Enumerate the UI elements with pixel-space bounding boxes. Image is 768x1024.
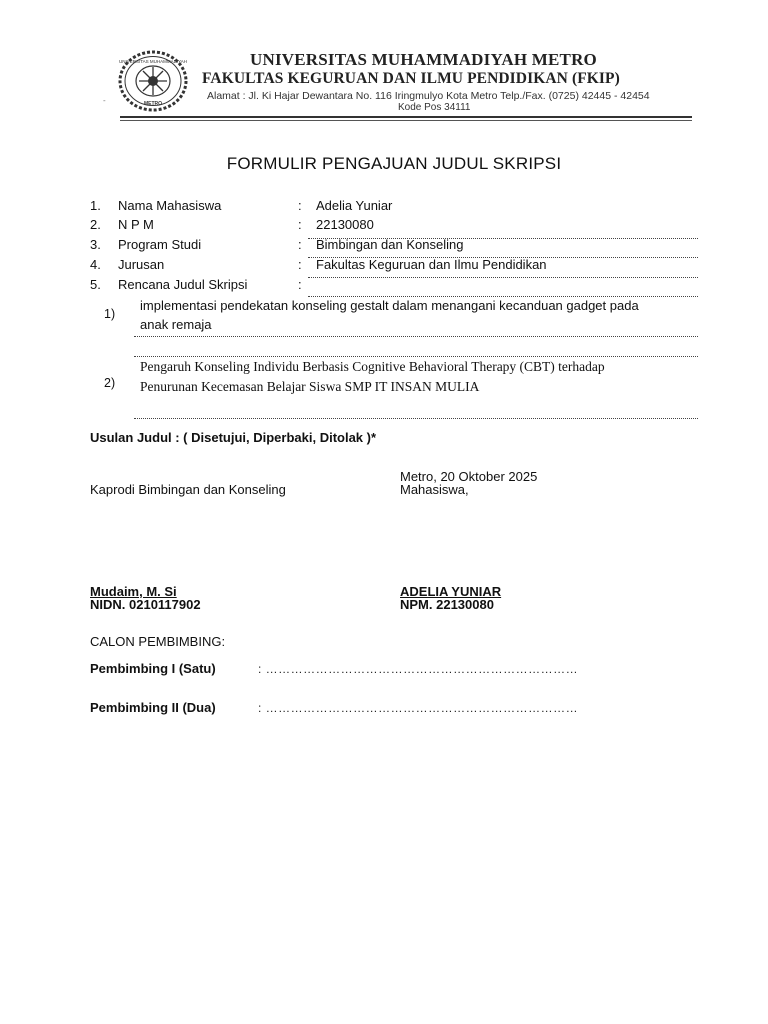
field-number: 2. <box>90 217 101 232</box>
place-date: Metro, 20 Oktober 2025 <box>400 469 538 484</box>
letterhead-rule-thin <box>120 120 692 121</box>
proposed-title-1-line1: implementasi pendekatan konseling gestalt dalam menangani kecanduan gadget pada <box>140 298 639 313</box>
field-value-prodi: Bimbingan dan Konseling <box>316 237 464 252</box>
letterhead-rule-thick <box>120 116 692 118</box>
student-npm: NPM. 22130080 <box>400 597 494 612</box>
mahasiswa-role: Mahasiswa, <box>400 482 469 497</box>
logo-bottom-text: METRO <box>143 101 163 107</box>
field-number: 5. <box>90 277 101 292</box>
dotted-line <box>308 277 698 278</box>
field-colon: : <box>298 237 302 252</box>
field-label-rencana-judul: Rencana Judul Skripsi <box>118 277 248 292</box>
student-name: ADELIA YUNIAR <box>400 584 502 599</box>
kaprodi-name: Mudaim, M. Si <box>90 584 177 599</box>
field-colon: : <box>298 217 302 232</box>
logo-ring-text: UNIVERSITAS MUHAMMADIYAH <box>118 59 188 64</box>
field-label-prodi: Program Studi <box>118 237 202 252</box>
field-value-nama: Adelia Yuniar <box>316 198 393 213</box>
faculty-name: FAKULTAS KEGURUAN DAN ILMU PENDIDIKAN (FKIP) <box>202 70 620 87</box>
field-colon: : <box>298 257 302 272</box>
dotted-line <box>134 418 698 419</box>
field-number: 3. <box>90 237 101 252</box>
title-number: 2) <box>104 376 116 390</box>
address-line: Alamat : Jl. Ki Hajar Dewantara No. 116 Iringmulyo Kota Metro Telp./Fax. (0725) 42445 - 42454 <box>207 90 650 102</box>
pembimbing-2-blank: : ………………………………………………………………… <box>258 701 579 715</box>
field-number: 1. <box>90 198 101 213</box>
left-margin-mark: - <box>103 96 106 105</box>
field-label-nama: Nama Mahasiswa <box>118 198 222 213</box>
postal-code: Kode Pos 34111 <box>398 102 471 113</box>
proposed-title-1-line2: anak remaja <box>140 317 212 332</box>
field-number: 4. <box>90 257 101 272</box>
dotted-line <box>134 336 698 337</box>
title-number: 1) <box>104 307 116 321</box>
field-label-npm: N P M <box>118 217 154 232</box>
field-colon: : <box>298 277 302 292</box>
field-value-npm: 22130080 <box>316 217 374 232</box>
proposed-title-2-line2: Penurunan Kecemasan Belajar Siswa SMP IT INSAN MULIA <box>140 379 480 394</box>
usulan-judul-note: Usulan Judul : ( Disetujui, Diperbaki, Ditolak )* <box>90 430 377 445</box>
university-logo-seal <box>118 50 188 112</box>
university-name: UNIVERSITAS MUHAMMADIYAH METRO <box>250 50 597 69</box>
kaprodi-role: Kaprodi Bimbingan dan Konseling <box>90 482 286 497</box>
field-value-jurusan: Fakultas Keguruan dan Ilmu Pendidikan <box>316 257 547 272</box>
calon-pembimbing-heading: CALON PEMBIMBING: <box>90 634 226 649</box>
pembimbing-1-blank: : ………………………………………………………………… <box>258 662 579 676</box>
field-label-jurusan: Jurusan <box>118 257 165 272</box>
form-title <box>0 154 768 174</box>
kaprodi-nidn: NIDN. 0210117902 <box>90 597 201 612</box>
pembimbing-1-label: Pembimbing I (Satu) <box>90 661 216 676</box>
proposed-title-2-line1: Pengaruh Konseling Individu Berbasis Cognitive Behavioral Therapy (CBT) terhadap <box>140 359 605 374</box>
field-colon: : <box>298 198 302 213</box>
form-title-text: FORMULIR PENGAJUAN JUDUL SKRIPSI <box>226 154 562 173</box>
pembimbing-2-label: Pembimbing II (Dua) <box>90 700 216 715</box>
